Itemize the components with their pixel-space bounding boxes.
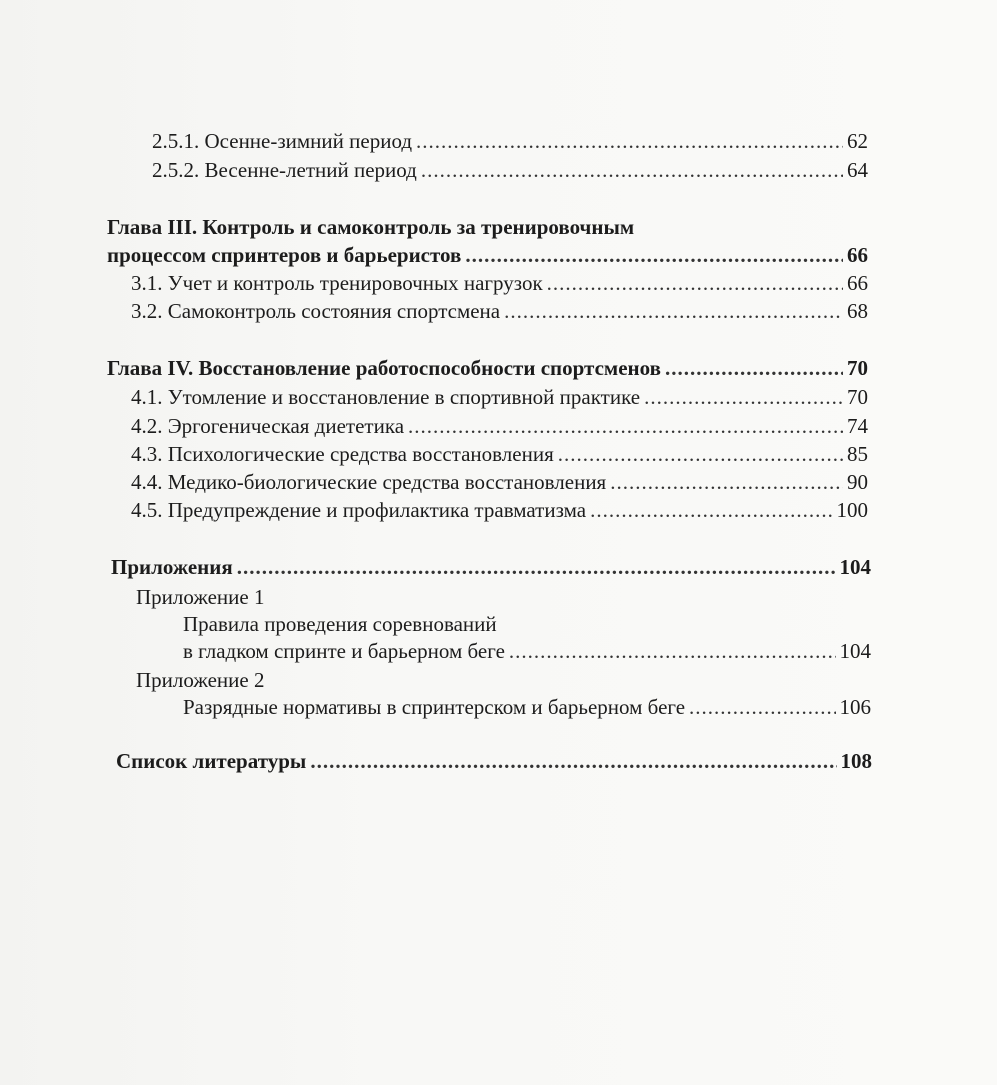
toc-leader-dots <box>504 298 843 324</box>
toc-entry-page: 68 <box>847 299 868 323</box>
toc-leader-dots <box>237 554 836 580</box>
toc-entry-appendices <box>111 554 871 580</box>
toc-entry-label: 4.4. Медико-биологические средства восстановления <box>131 470 607 494</box>
toc-entry-page: 90 <box>847 470 868 494</box>
toc-entry-label: 4.3. Психологические средства восстановления <box>131 442 554 466</box>
toc-entry-label: Приложения <box>111 555 233 579</box>
toc-entry-4-4 <box>131 469 868 495</box>
toc-entry-label: Список литературы <box>116 749 307 773</box>
toc-entry-label: 3.2. Самоконтроль состояния спортсмена <box>131 299 501 323</box>
toc-entry-label: 4.1. Утомление и восстановление в спортивной практике <box>131 385 641 409</box>
toc-entry-label: 4.5. Предупреждение и профилактика травматизма <box>131 498 587 522</box>
toc-leader-dots <box>421 157 843 183</box>
toc-entry-appendix-1 <box>183 638 871 664</box>
toc-entry-4-1 <box>131 384 868 410</box>
toc-entry-page: 64 <box>847 158 868 182</box>
toc-entry-label: процессом спринтеров и барьеристов <box>107 243 462 267</box>
toc-leader-dots <box>610 469 843 495</box>
toc-entry-page: 106 <box>839 695 871 719</box>
toc-leader-dots <box>465 242 843 268</box>
toc-leader-dots <box>408 413 843 439</box>
toc-entry-2-5-2 <box>152 157 868 183</box>
toc-entry-references <box>116 748 872 774</box>
toc-leader-dots <box>558 441 843 467</box>
toc-leader-dots <box>689 694 835 720</box>
toc-entry-4-2 <box>131 413 868 439</box>
toc-leader-dots <box>547 270 843 296</box>
toc-entry-page: 70 <box>847 385 868 409</box>
toc-entry-chapter-4 <box>107 355 868 381</box>
toc-entry-page: 70 <box>847 356 868 380</box>
toc-entry-label: 3.1. Учет и контроль тренировочных нагрузок <box>131 271 543 295</box>
toc-entry-label: Разрядные нормативы в спринтерском и барьерном беге <box>183 695 686 719</box>
toc-entry-label: 4.2. Эргогеническая диететика <box>131 414 405 438</box>
toc-leader-dots <box>665 355 843 381</box>
toc-entry-page: 85 <box>847 442 868 466</box>
toc-entry-page: 62 <box>847 129 868 153</box>
toc-entry-page: 74 <box>847 414 868 438</box>
toc-entry-page: 66 <box>847 243 868 267</box>
toc-appendix-1-title-line1: Правила проведения соревнований <box>183 612 497 636</box>
toc-appendix-2-heading: Приложение 2 <box>136 668 265 692</box>
toc-leader-dots <box>416 128 843 154</box>
toc-entry-3-2 <box>131 298 868 324</box>
toc-entry-page: 104 <box>839 555 871 579</box>
toc-entry-2-5-1 <box>152 128 868 154</box>
toc-leader-dots <box>644 384 843 410</box>
toc-appendix-1-heading: Приложение 1 <box>136 585 265 609</box>
toc-entry-4-3 <box>131 441 868 467</box>
toc-entry-3-1 <box>131 270 868 296</box>
toc-entry-page: 108 <box>840 749 872 773</box>
toc-leader-dots <box>509 638 836 664</box>
toc-entry-label: 2.5.1. Осенне-зимний период <box>152 129 413 153</box>
toc-entry-label: 2.5.2. Весенне-летний период <box>152 158 417 182</box>
toc-entry-chapter-3 <box>107 242 868 268</box>
toc-leader-dots <box>590 497 832 523</box>
toc-leader-dots <box>310 748 836 774</box>
toc-chapter-3-title-line1: Глава III. Контроль и самоконтроль за тренировочным <box>107 215 635 239</box>
toc-entry-4-5 <box>131 497 868 523</box>
toc-entry-label: Глава IV. Восстановление работоспособности спортсменов <box>107 356 661 380</box>
toc-entry-appendix-2 <box>183 694 871 720</box>
toc-entry-label: в гладком спринте и барьерном беге <box>183 639 505 663</box>
toc-entry-page: 66 <box>847 271 868 295</box>
toc-entry-page: 100 <box>836 498 868 522</box>
toc-entry-page: 104 <box>839 639 871 663</box>
